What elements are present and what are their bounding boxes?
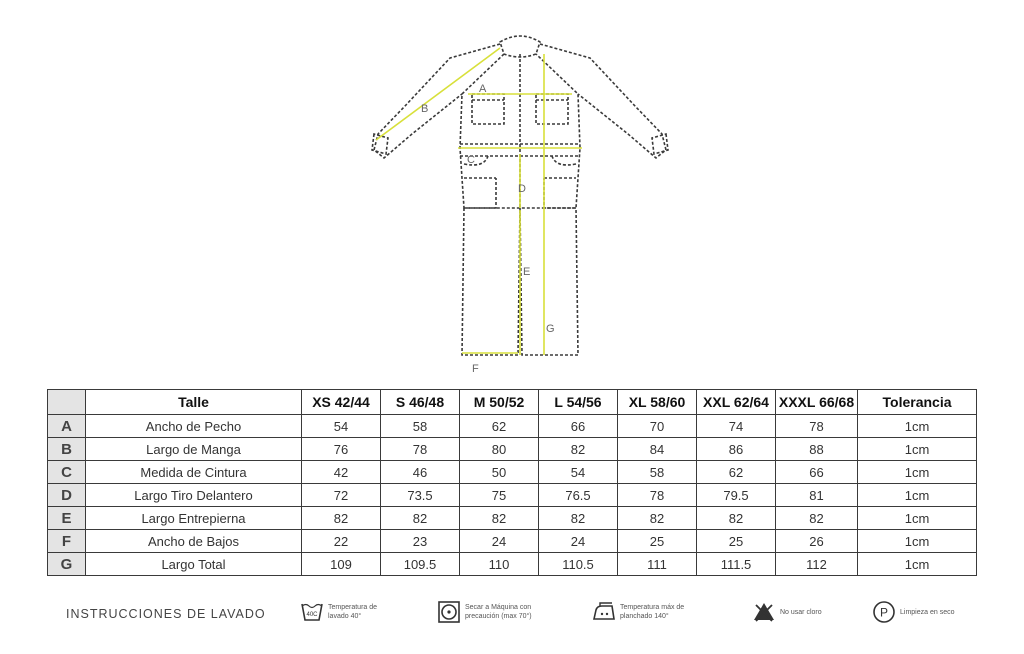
header-cell: M 50/52 (460, 390, 539, 415)
wash-text: Limpieza en seco (900, 608, 955, 616)
tumble-dry-icon (437, 600, 461, 624)
header-cell: XL 58/60 (618, 390, 697, 415)
table-cell: 46 (381, 461, 460, 484)
table-cell: 70 (618, 415, 697, 438)
wash-text: Temperatura máx de planchado 140° (620, 604, 685, 620)
table-cell: 82 (539, 438, 618, 461)
table-cell: 1cm (858, 553, 977, 576)
table-cell: 62 (460, 415, 539, 438)
label-d: D (518, 183, 526, 195)
table-cell: 66 (776, 461, 858, 484)
table-cell: 79.5 (697, 484, 776, 507)
dry-clean-icon (872, 600, 896, 624)
table-row (48, 484, 977, 507)
size-table (47, 389, 977, 576)
row-label: Largo Tiro Delantero (86, 484, 302, 507)
table-cell: 74 (697, 415, 776, 438)
header-cell: L 54/56 (539, 390, 618, 415)
table-corner-cell (48, 390, 86, 415)
label-a: A (479, 83, 487, 95)
wash-text: No usar cloro (780, 608, 822, 616)
row-label: Largo Total (86, 553, 302, 576)
table-cell: 54 (302, 415, 381, 438)
table-cell: 82 (697, 507, 776, 530)
wash-instructions (0, 596, 1024, 636)
svg-text:P: P (879, 605, 889, 620)
table-row (48, 438, 977, 461)
table-cell: 82 (776, 507, 858, 530)
table-cell: 82 (381, 507, 460, 530)
table-cell: 76.5 (539, 484, 618, 507)
table-cell: 1cm (858, 461, 977, 484)
table-cell: 58 (381, 415, 460, 438)
wash-item (872, 600, 990, 624)
wash-title: INSTRUCCIONES DE LAVADO (66, 607, 266, 621)
row-label: Medida de Cintura (86, 461, 302, 484)
table-cell: 50 (460, 461, 539, 484)
header-cell: XXL 62/64 (697, 390, 776, 415)
coverall-diagram (360, 30, 680, 380)
table-cell: 78 (618, 484, 697, 507)
row-letter: A (48, 415, 86, 438)
table-cell: 111.5 (697, 553, 776, 576)
iron-icon (592, 600, 616, 624)
row-label: Largo Entrepierna (86, 507, 302, 530)
row-letter: E (48, 507, 86, 530)
table-cell: 109 (302, 553, 381, 576)
table-cell: 23 (381, 530, 460, 553)
table-cell: 72 (302, 484, 381, 507)
row-letter: C (48, 461, 86, 484)
table-cell: 66 (539, 415, 618, 438)
wash-text: Temperatura de lavado 40° (328, 604, 378, 620)
row-letter: B (48, 438, 86, 461)
row-letter: D (48, 484, 86, 507)
table-cell: 25 (697, 530, 776, 553)
wash-text: Secar a Máquina con precaución (max 70°) (465, 604, 532, 620)
table-cell: 84 (618, 438, 697, 461)
table-cell: 78 (776, 415, 858, 438)
wash-item (752, 600, 870, 624)
row-letter: F (48, 530, 86, 553)
row-label: Ancho de Pecho (86, 415, 302, 438)
table-cell: 111 (618, 553, 697, 576)
header-cell: Talle (86, 390, 302, 415)
row-label: Largo de Manga (86, 438, 302, 461)
table-cell: 81 (776, 484, 858, 507)
table-cell: 76 (302, 438, 381, 461)
header-cell: XXXL 66/68 (776, 390, 858, 415)
table-cell: 86 (697, 438, 776, 461)
table-row (48, 415, 977, 438)
header-cell: S 46/48 (381, 390, 460, 415)
table-cell: 112 (776, 553, 858, 576)
wash-item (592, 600, 710, 624)
table-row (48, 461, 977, 484)
table-cell: 24 (460, 530, 539, 553)
table-cell: 78 (381, 438, 460, 461)
no-bleach-icon (752, 600, 776, 624)
table-cell: 1cm (858, 484, 977, 507)
table-cell: 110.5 (539, 553, 618, 576)
table-cell: 22 (302, 530, 381, 553)
table-cell: 109.5 (381, 553, 460, 576)
label-g: G (546, 323, 555, 335)
label-b: B (421, 103, 429, 115)
header-cell: Tolerancia (858, 390, 977, 415)
table-cell: 82 (539, 507, 618, 530)
table-cell: 25 (618, 530, 697, 553)
wash-item (437, 600, 555, 624)
label-f: F (472, 363, 479, 375)
table-cell: 62 (697, 461, 776, 484)
table-cell: 58 (618, 461, 697, 484)
table-cell: 80 (460, 438, 539, 461)
table-cell: 88 (776, 438, 858, 461)
svg-text:40C: 40C (306, 612, 318, 618)
coverall-drawing (360, 30, 680, 380)
table-cell: 1cm (858, 438, 977, 461)
header-cell: XS 42/44 (302, 390, 381, 415)
table-cell: 24 (539, 530, 618, 553)
table-cell: 82 (618, 507, 697, 530)
table-row (48, 507, 977, 530)
table-cell: 1cm (858, 507, 977, 530)
row-letter: G (48, 553, 86, 576)
table-cell: 110 (460, 553, 539, 576)
table-cell: 26 (776, 530, 858, 553)
table-cell: 1cm (858, 530, 977, 553)
row-label: Ancho de Bajos (86, 530, 302, 553)
table-cell: 82 (302, 507, 381, 530)
table-cell: 75 (460, 484, 539, 507)
wash-40-icon (300, 600, 324, 624)
table-cell: 1cm (858, 415, 977, 438)
table-cell: 54 (539, 461, 618, 484)
wash-item (300, 600, 418, 624)
table-header-row (48, 390, 977, 415)
label-e: E (523, 266, 531, 278)
table-row (48, 553, 977, 576)
table-cell: 73.5 (381, 484, 460, 507)
table-cell: 82 (460, 507, 539, 530)
label-c: C (467, 154, 475, 166)
table-row (48, 530, 977, 553)
table-cell: 42 (302, 461, 381, 484)
